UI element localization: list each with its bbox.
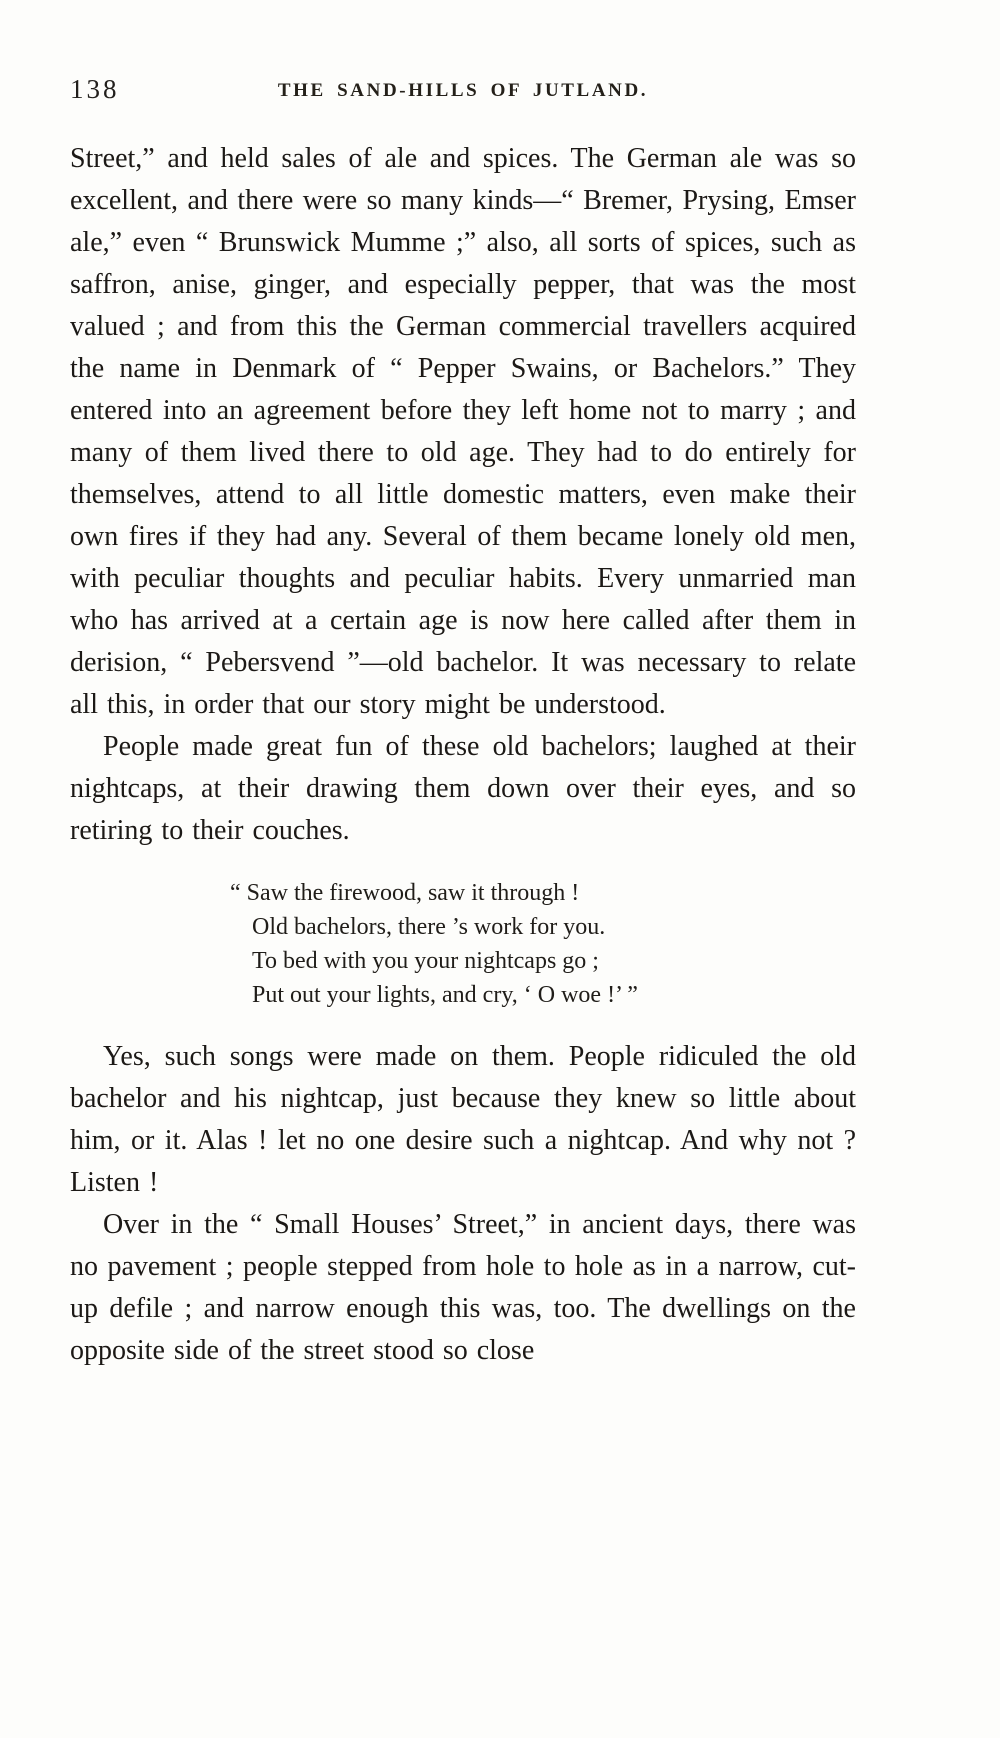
verse-block xyxy=(230,876,856,1012)
paragraph: Yes, such songs were made on them. People ridiculed the old bachelor and his nightcap, just because they knew so little about him, or it. Alas ! let no one desire such a nightcap. And why not ? Listen ! xyxy=(70,1041,856,1198)
paragraph: Over in the “ Small Houses’ Street,” in ancient days, there was no pavement ; people stepped from hole to hole as in a narrow, cut-up defile ; and narrow enough this was, too. The dwellings on the opposite side of the street stood so close xyxy=(70,1209,856,1366)
page-body xyxy=(70,138,856,1372)
paragraph: People made great fun of these old bachelors; laughed at their nightcaps, at their drawing them down over their eyes, and so retiring to their couches. xyxy=(70,731,856,846)
verse-line: Put out your lights, and cry, ‘ O woe !’ ” xyxy=(252,982,638,1008)
page-header xyxy=(70,74,856,112)
paragraph-continuation: Street,” and held sales of ale and spices. The German ale was so excellent, and there were so many kinds—“ Bremer, Prysing, Emser ale,” even “ Brunswick Mumme ;” also, all sorts of spices, such as saffron, anise, ginger, and especially pepper, that was the most valued ; and from this the German commercial travellers acquired the name in Denmark of “ Pepper Swains, or Bachelors.” They entered into an agreement before they left home not to marry ; and many of them lived there to old age. They had to do entirely for themselves, attend to all little domestic matters, even make their own fires if they had any. Several of them became lonely old men, with peculiar thoughts and peculiar habits. Every unmarried man who has arrived at a certain age is now here called after them in derision, “ Pebersvend ”—old bachelor. It was necessary to relate all this, in order that our story might be understood. xyxy=(70,143,856,720)
verse-line: To bed with you your nightcaps go ; xyxy=(252,948,599,974)
page-number: 138 xyxy=(70,74,120,104)
running-title: THE SAND-HILLS OF JUTLAND. xyxy=(277,80,649,101)
verse-line: Old bachelors, there ’s work for you. xyxy=(252,914,606,940)
verse-line: “ Saw the firewood, saw it through ! xyxy=(230,880,580,906)
